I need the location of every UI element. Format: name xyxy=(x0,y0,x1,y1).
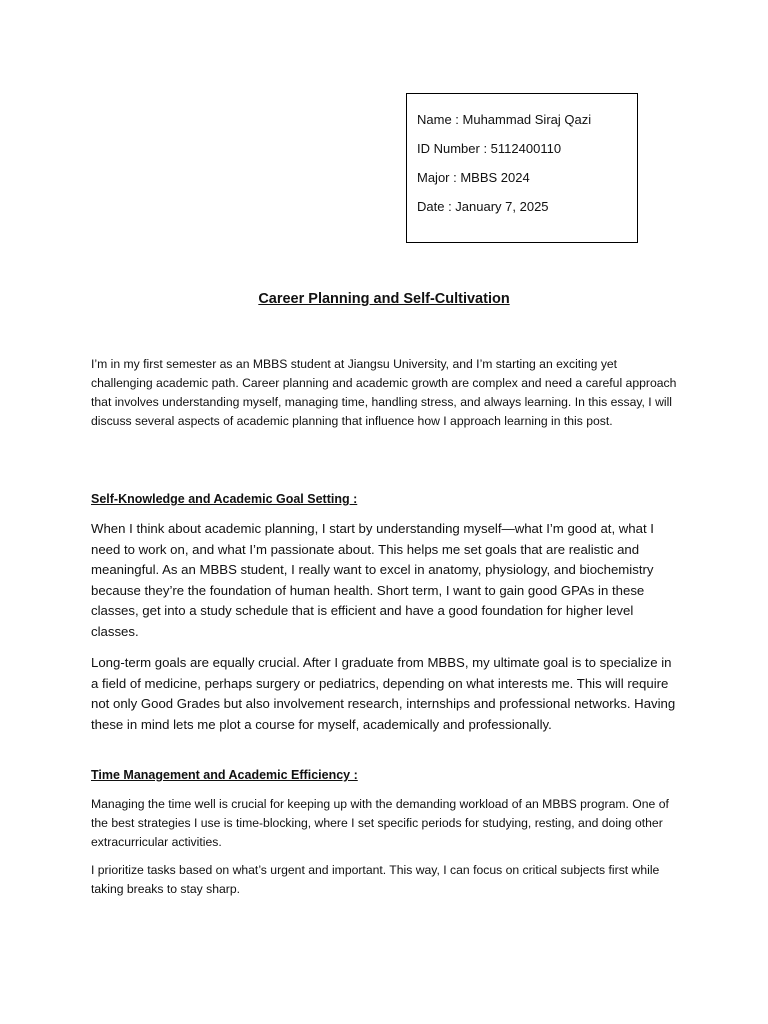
student-name: Name : Muhammad Siraj Qazi xyxy=(417,112,592,127)
section-2-paragraph-1: Managing the time well is crucial for keeping up with the demanding workload of an MBBS program. One of the best strategies I use is time-blocking, where I set specific periods for studying, resting, and doing other extracurricular activities. xyxy=(91,797,669,849)
section-1-paragraph-1: When I think about academic planning, I start by understanding myself—what I’m good at, what I need to work on, and what I’m passionate about. This helps me set goals that are realistic and meaningful. As an MBBS student, I really want to excel in anatomy, physiology, and biochemistry because they’re the foundation of human health. Short term, I want to gain good GPAs in these classes, get into a study schedule that is efficient and have a good foundation for higher level classes. xyxy=(91,521,654,639)
submission-date: Date : January 7, 2025 xyxy=(417,199,549,214)
student-id-number: ID Number : 5112400110 xyxy=(417,141,562,156)
student-major: Major : MBBS 2024 xyxy=(417,170,530,185)
student-info-box xyxy=(406,93,638,243)
intro-paragraph: I’m in my first semester as an MBBS student at Jiangsu University, and I’m starting an exciting yet challenging academic path. Career planning and academic growth are complex and need a careful approach that involves understanding myself, managing time, handling stress, and always learning. In this essay, I will discuss several aspects of academic planning that influence how I approach learning in this post. xyxy=(91,357,677,428)
essay-title: Career Planning and Self-Cultivation xyxy=(258,291,510,307)
section-heading-self-knowledge: Self-Knowledge and Academic Goal Setting : xyxy=(91,492,358,506)
section-heading-time-management: Time Management and Academic Efficiency : xyxy=(91,768,358,782)
section-2-paragraph-2: I prioritize tasks based on what’s urgent and important. This way, I can focus on critical subjects first while taking breaks to stay sharp. xyxy=(91,863,660,896)
section-1-paragraph-2: Long-term goals are equally crucial. After I graduate from MBBS, my ultimate goal is to specialize in a field of medicine, perhaps surgery or pediatrics, depending on what interests me. This will require not only Good Grades but also involvement research, internships and professional networks. Having these in mind lets me plot a course for myself, academically and professionally. xyxy=(91,655,676,732)
